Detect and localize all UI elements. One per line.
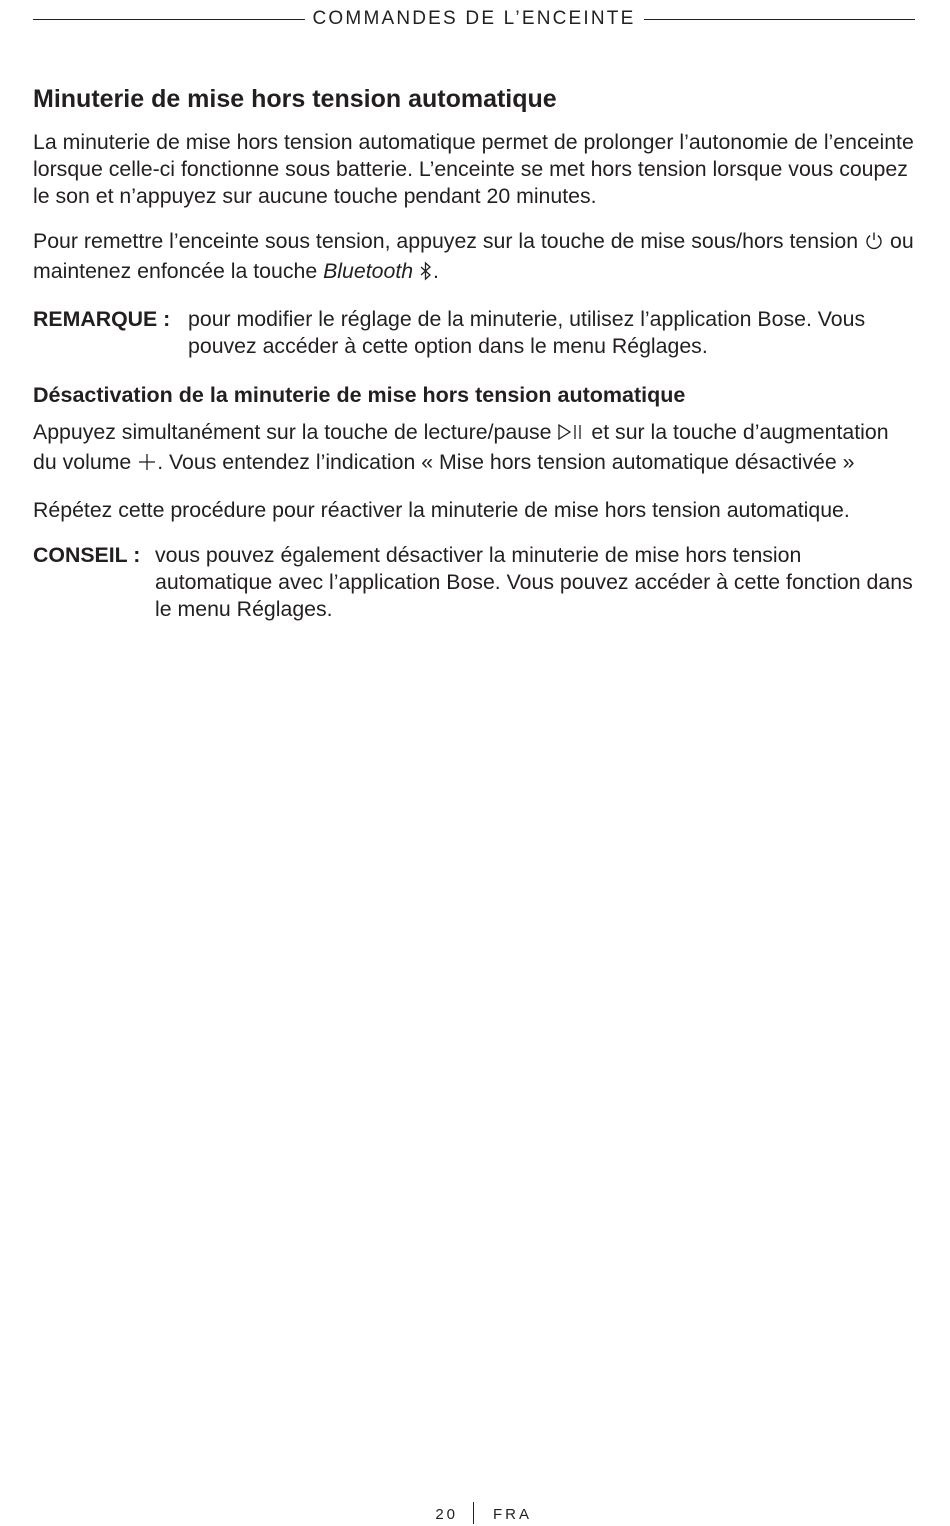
paragraph-disable-text-b: et sur la touche d’augmentation du volume [33,420,889,475]
paragraph-reactivate: Répétez cette procédure pour réactiver la minuterie de mise hors tension automatique. [33,498,850,523]
footer-language: FRA [493,1506,532,1523]
header-title: COMMANDES DE L’ENCEINTE [312,8,636,29]
tip-text: vous pouvez également désactiver la minuterie de mise hors tension automatique avec l’application Bose. Vous pouvez accéder à cette fonction dans le menu Réglages. [155,543,913,622]
paragraph-auto-off-intro: La minuterie de mise hors tension automatique permet de prolonger l’autonomie de l’enceinte lorsque celle-ci fonctionne sous batterie. L’enceinte se met hors tension lorsque vous coupez le son et n’appuyez sur aucune touche pendant 20 minutes. [33,130,914,209]
header-rule-right [644,19,916,20]
play-pause-icon [557,422,585,449]
footer-separator [473,1502,474,1524]
paragraph-power-on-text-b: ou maintenez enfoncée la touche [33,229,914,284]
tip-conseil [33,542,918,623]
paragraph-power-on-text-a: Pour remettre l’enceinte sous tension, appuyez sur la touche de mise sous/hors tension [33,229,859,254]
section-heading-disable: Désactivation de la minuterie de mise hors tension automatique [33,383,686,408]
note-label: REMARQUE : [33,307,171,332]
section-heading-auto-off: Minuterie de mise hors tension automatique [33,85,557,113]
paragraph-disable-text-a: Appuyez simultanément sur la touche de lecture/pause [33,420,552,445]
paragraph-power-on-end: . [433,259,439,284]
paragraph-disable-steps [33,419,918,479]
page-header [33,6,915,32]
paragraph-power-on [33,228,918,288]
bluetooth-word: Bluetooth [323,259,414,284]
note-text: pour modifier le réglage de la minuterie, utilisez l’application Bose. Vous pouvez accéder à cette option dans le menu Réglages. [188,307,866,359]
paragraph-disable-text-c: . Vous entendez l’indication « Mise hors tension automatique désactivée » [157,450,855,475]
page-number: 20 [435,1506,458,1523]
page-footer [0,1502,950,1526]
header-rule-left [33,19,305,20]
plus-icon [137,452,157,479]
tip-label: CONSEIL : [33,543,141,568]
note-remarque [33,306,918,360]
main-content [33,84,918,645]
bluetooth-icon [419,261,433,288]
power-icon [864,231,884,258]
